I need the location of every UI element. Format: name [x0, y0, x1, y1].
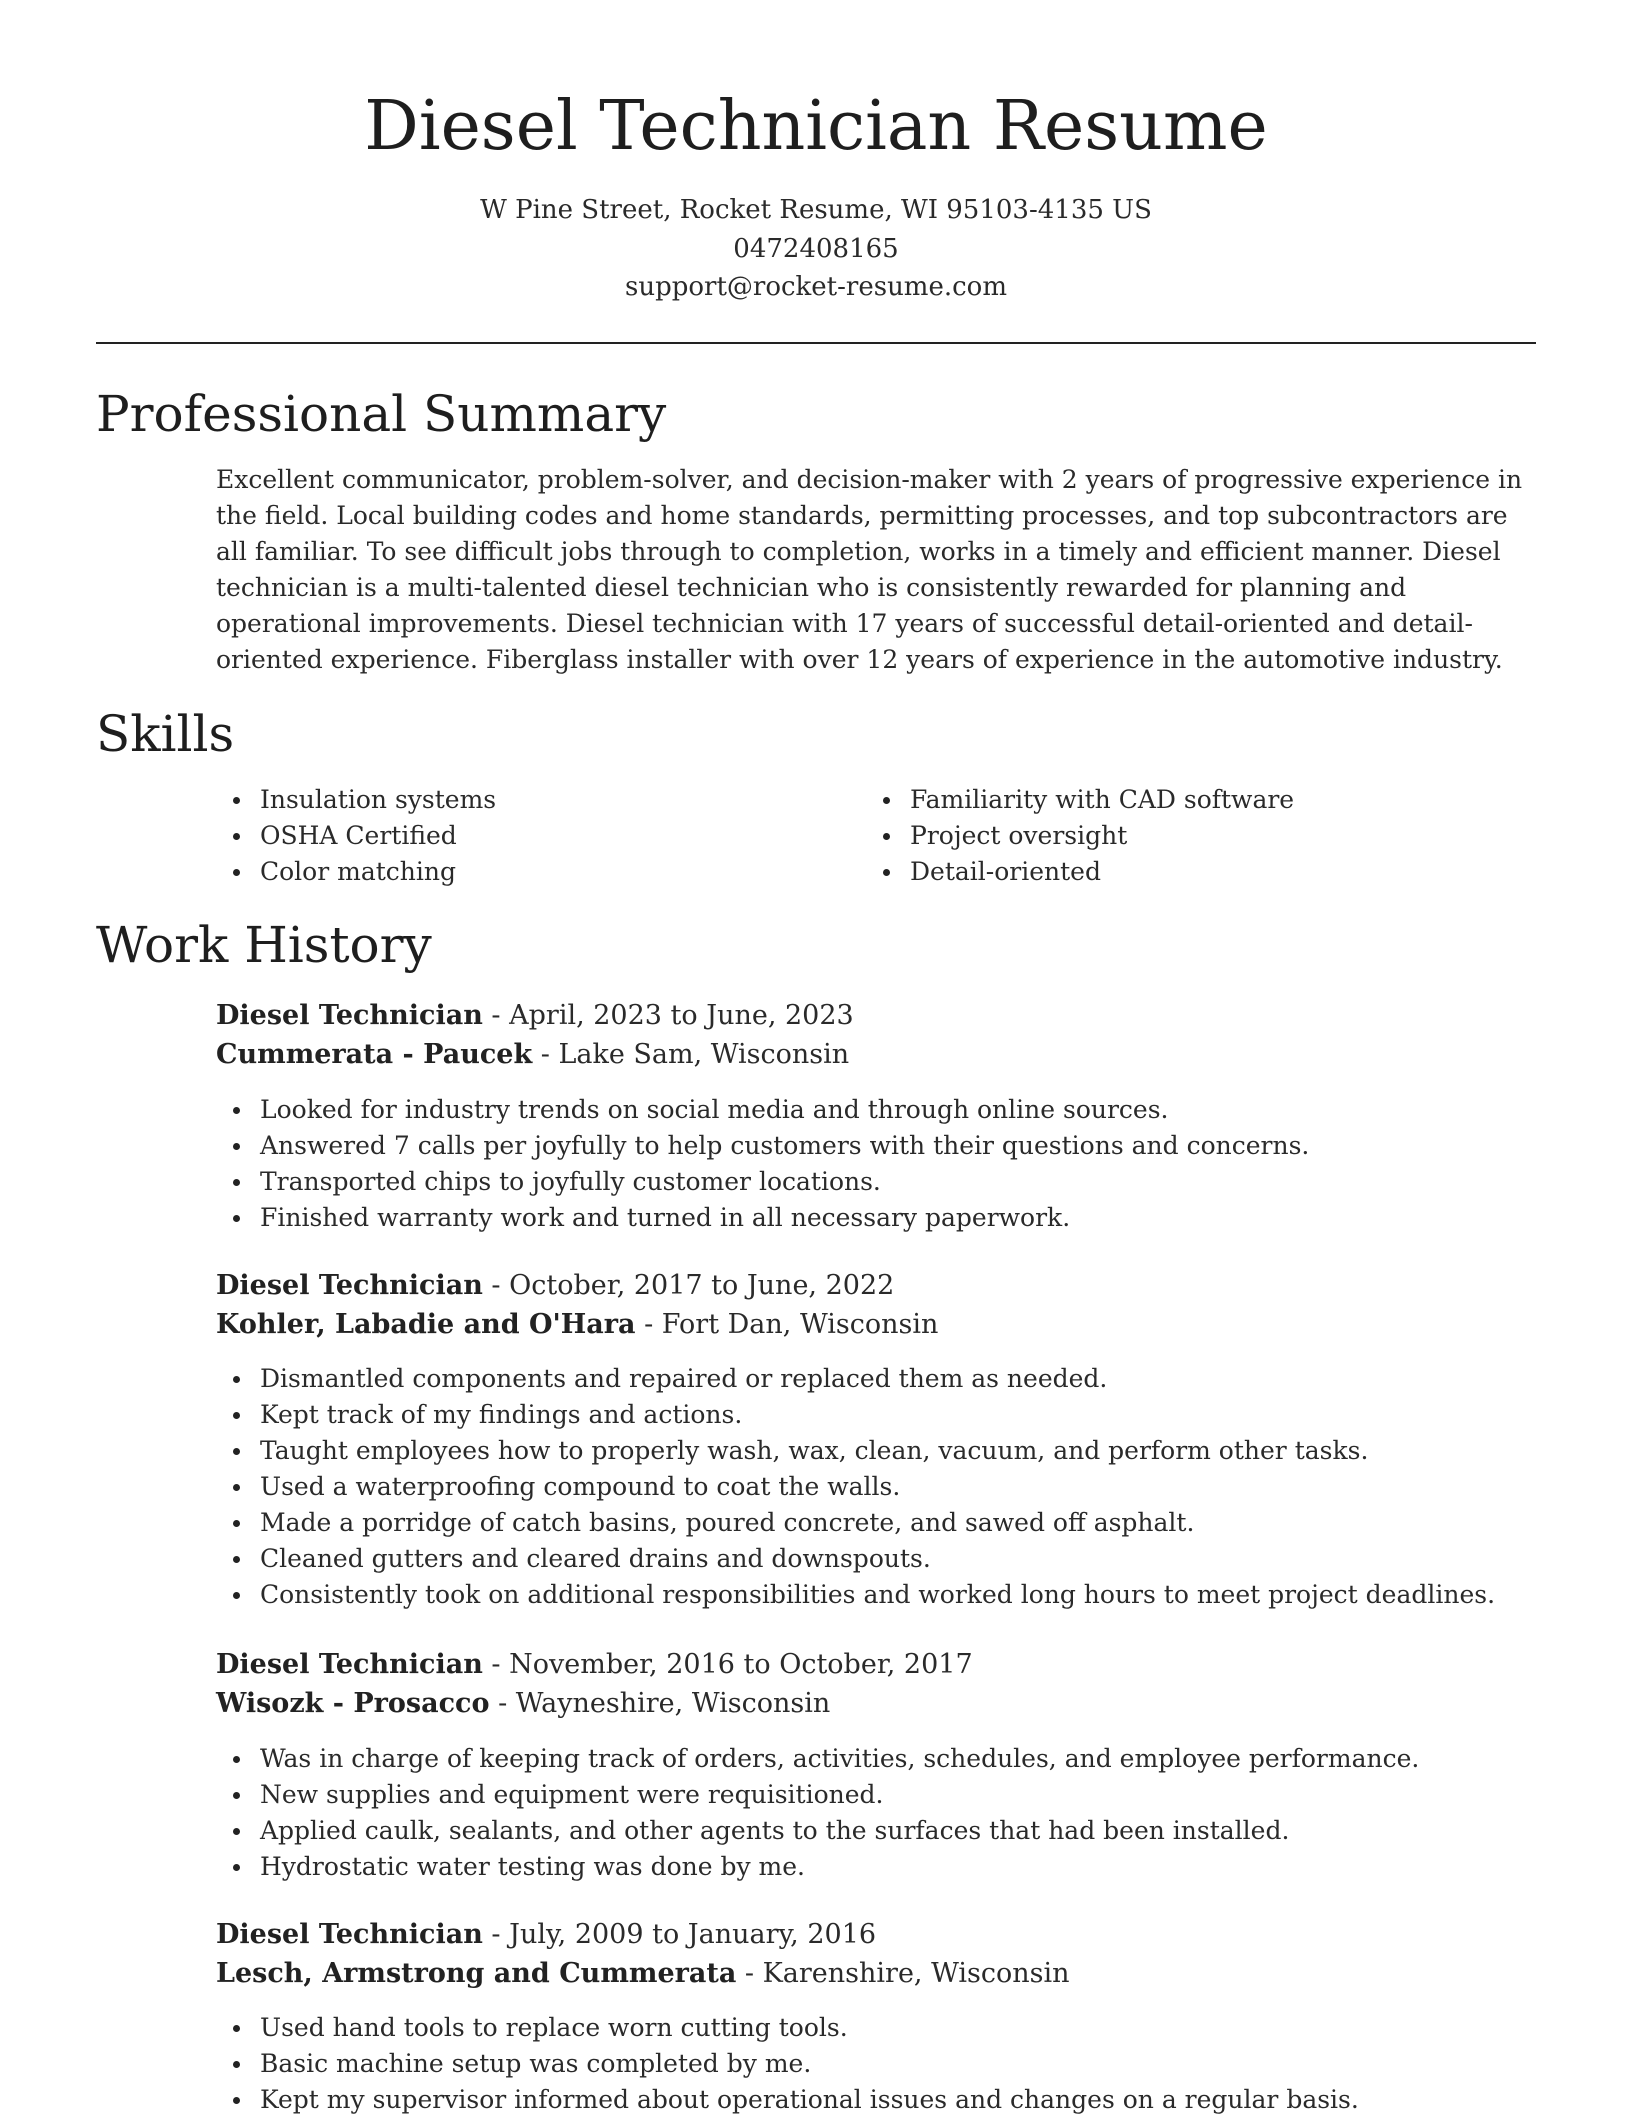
job-company-line [216, 1685, 830, 1723]
job-location: - Fort Dan, Wisconsin [635, 1309, 939, 1340]
job-duty: Cleaned gutters and cleared drains and downspouts. [216, 1541, 1495, 1577]
job-duties-list [216, 1361, 1495, 1613]
job-duty: Transported chips to joyfully customer locations. [216, 1164, 1309, 1200]
job-dates: - July, 2009 to January, 2016 [482, 1919, 877, 1950]
skill-item: Insulation systems [216, 782, 496, 818]
job-role: Diesel Technician [216, 1000, 483, 1031]
job-dates: - November, 2016 to October, 2017 [482, 1649, 973, 1680]
job-duty: New supplies and equipment were requisitioned. [216, 1777, 1419, 1813]
job-company-line [216, 1306, 938, 1344]
skill-item: Project oversight [866, 818, 1294, 854]
job-duty: Finished warranty work and turned in all necessary paperwork. [216, 1200, 1309, 1236]
skill-item: Detail-oriented [866, 854, 1294, 890]
job-location: - Lake Sam, Wisconsin [532, 1039, 850, 1070]
summary-text: Excellent communicator, problem-solver, and decision-maker with 2 years of progressive experience in the field. Local building codes and home standards, permitting processes, and top subcontractors are all familiar. To see difficult jobs through to completion, works in a timely and efficient manner. Diesel technician is a multi-talented diesel technician who is consistently rewarded for planning and operational improvements. Diesel technician with 17 years of successful detail-oriented and detail-oriented experience. Fiberglass installer with over 12 years of experience in the automotive industry. [216, 465, 1523, 674]
job-role: Diesel Technician [216, 1270, 483, 1301]
contact-address: W Pine Street, Rocket Resume, WI 95103-4135 US [480, 195, 1152, 225]
job-duty: Answered 7 calls per joyfully to help customers with their questions and concerns. [216, 1128, 1309, 1164]
job-duties-list [216, 1092, 1309, 1236]
job-company-line [216, 1955, 1070, 1993]
work-history-heading: Work History [96, 916, 432, 974]
job-duty: Was in charge of keeping track of orders, activities, schedules, and employee performance. [216, 1741, 1419, 1777]
job-company-line [216, 1036, 849, 1074]
job-duties-list [216, 1741, 1419, 1885]
skills-heading: Skills [96, 705, 235, 763]
job-duty: Hydrostatic water testing was done by me. [216, 1849, 1419, 1885]
job-duty: Kept track of my findings and actions. [216, 1397, 1495, 1433]
summary-heading: Professional Summary [96, 385, 667, 443]
resume-name-title: Diesel Technician Resume [364, 87, 1268, 166]
job-title-line [216, 1267, 894, 1305]
job-duties-list [216, 2010, 1359, 2118]
job-dates: - April, 2023 to June, 2023 [482, 1000, 854, 1031]
job-duty: Dismantled components and repaired or replaced them as needed. [216, 1361, 1495, 1397]
job-duty: Applied caulk, sealants, and other agents to the surfaces that had been installed. [216, 1813, 1419, 1849]
job-location: - Wayneshire, Wisconsin [489, 1688, 831, 1719]
job-location: - Karenshire, Wisconsin [736, 1958, 1070, 1989]
job-title-line [216, 1646, 973, 1684]
skill-item: OSHA Certified [216, 818, 496, 854]
job-dates: - October, 2017 to June, 2022 [482, 1270, 895, 1301]
job-company: Kohler, Labadie and O'Hara [216, 1309, 636, 1340]
job-role: Diesel Technician [216, 1919, 483, 1950]
job-company: Lesch, Armstrong and Cummerata [216, 1958, 737, 1989]
job-company: Wisozk - Prosacco [216, 1688, 490, 1719]
skills-list-right [866, 782, 1294, 890]
job-duty: Taught employees how to properly wash, wax, clean, vacuum, and perform other tasks. [216, 1433, 1495, 1469]
contact-email[interactable]: support@rocket-resume.com [624, 272, 1007, 302]
job-duty: Looked for industry trends on social media and through online sources. [216, 1092, 1309, 1128]
skills-list-left [216, 782, 496, 890]
job-company: Cummerata - Paucek [216, 1039, 533, 1070]
job-duty: Consistently took on additional responsibilities and worked long hours to meet project deadlines. [216, 1577, 1495, 1613]
contact-phone: 0472408165 [733, 234, 899, 264]
job-duty: Used hand tools to replace worn cutting tools. [216, 2010, 1359, 2046]
job-duty: Basic machine setup was completed by me. [216, 2046, 1359, 2082]
job-title-line [216, 1916, 876, 1954]
header-divider [96, 342, 1536, 344]
job-duty: Used a waterproofing compound to coat the walls. [216, 1469, 1495, 1505]
job-duty: Kept my supervisor informed about operational issues and changes on a regular basis. [216, 2082, 1359, 2118]
job-duty: Made a porridge of catch basins, poured concrete, and sawed off asphalt. [216, 1505, 1495, 1541]
job-title-line [216, 997, 854, 1035]
skill-item: Color matching [216, 854, 496, 890]
job-role: Diesel Technician [216, 1649, 483, 1680]
skill-item: Familiarity with CAD software [866, 782, 1294, 818]
